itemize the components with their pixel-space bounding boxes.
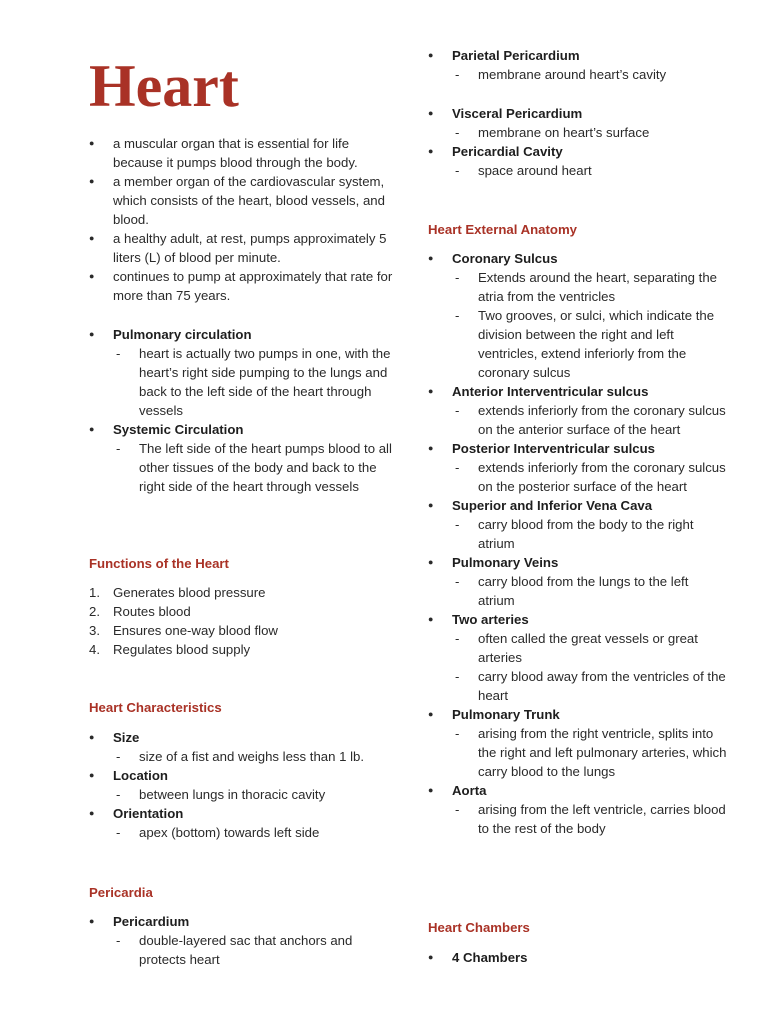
sub-list-item (428, 306, 728, 382)
term-label: Aorta (452, 783, 487, 798)
sub-list-item (89, 439, 394, 496)
list-item (89, 325, 394, 344)
page-title: Heart (89, 53, 239, 119)
functions-list (89, 583, 394, 659)
detail-text: membrane around heart’s cavity (478, 67, 667, 82)
dash-icon: - (455, 67, 460, 82)
bullet-icon: ● (428, 443, 434, 453)
list-item (89, 640, 394, 659)
detail-text: often called the great vessels or great arteries (478, 631, 698, 665)
list-item (89, 267, 394, 305)
dash-icon: - (116, 787, 121, 802)
list-item (89, 172, 394, 229)
functions-heading: Functions of the Heart (89, 556, 229, 571)
term-label: Location (113, 768, 168, 783)
list-item-text: continues to pump at approximately that rate for more than 75 years. (113, 269, 393, 303)
sub-list-item (428, 667, 728, 705)
term-label: Coronary Sulcus (452, 251, 558, 266)
list-item (428, 781, 728, 800)
dash-icon: - (455, 125, 460, 140)
detail-text: between lungs in thoracic cavity (139, 787, 326, 802)
term-label: Pulmonary Trunk (452, 707, 560, 722)
detail-text: space around heart (478, 163, 592, 178)
list-item-text: a muscular organ that is essential for life because it pumps blood through the body. (113, 136, 358, 170)
bullet-icon: ● (428, 614, 434, 624)
list-item (428, 46, 728, 65)
detail-text: apex (bottom) towards left side (139, 825, 320, 840)
bullet-icon: ● (428, 108, 434, 118)
bullet-icon: ● (428, 557, 434, 567)
list-item (428, 382, 728, 401)
bullet-icon: ● (89, 138, 95, 148)
dash-icon: - (455, 574, 460, 589)
detail-text: double-layered sac that anchors and protects heart (139, 933, 353, 967)
pericardia-list-continued (428, 46, 728, 84)
list-item (428, 496, 728, 515)
list-item-text: a healthy adult, at rest, pumps approximately 5 liters (L) of blood per minute. (113, 231, 387, 265)
list-item (428, 439, 728, 458)
sub-list-item (89, 785, 394, 804)
characteristics-list (89, 728, 394, 842)
list-item (89, 766, 394, 785)
term-label: Two arteries (452, 612, 529, 627)
list-number: 3. (89, 623, 100, 638)
detail-text: arising from the right ventricle, splits into the right and left pulmonary arteries, which carry blood to the lungs (478, 726, 727, 779)
bullet-icon: ● (428, 50, 434, 60)
term-label: Pericardium (113, 914, 190, 929)
term-label: Orientation (113, 806, 184, 821)
chambers-list (428, 948, 728, 967)
term-label: Pulmonary Veins (452, 555, 559, 570)
dash-icon: - (455, 270, 460, 285)
external-anatomy-list (428, 249, 728, 838)
sub-list-item (89, 747, 394, 766)
dash-icon: - (455, 631, 460, 646)
pericardia-list (89, 912, 394, 969)
list-item (428, 142, 728, 161)
detail-text: heart is actually two pumps in one, with the heart’s right side pumping to the lungs and back to the left side of the heart through vessels (139, 346, 391, 418)
term-label: Parietal Pericardium (452, 48, 580, 63)
list-number: 1. (89, 585, 100, 600)
term-label: Superior and Inferior Vena Cava (452, 498, 653, 513)
detail-text: extends inferiorly from the coronary sulcus on the anterior surface of the heart (478, 403, 726, 437)
list-item-text: a member organ of the cardiovascular system, which consists of the heart, blood vessels, and blood. (113, 174, 385, 227)
sub-list-item (428, 161, 728, 180)
bullet-icon: ● (428, 386, 434, 396)
list-item (89, 728, 394, 747)
list-item (428, 249, 728, 268)
dash-icon: - (116, 441, 121, 456)
dash-icon: - (116, 749, 121, 764)
dash-icon: - (116, 933, 121, 948)
bullet-icon: ● (428, 253, 434, 263)
list-item (89, 912, 394, 931)
detail-text: Extends around the heart, separating the atria from the ventricles (478, 270, 718, 304)
pericardia-heading: Pericardia (89, 885, 153, 900)
bullet-icon: ● (89, 424, 95, 434)
list-item (89, 621, 394, 640)
dash-icon: - (455, 669, 460, 684)
sub-list-item (89, 931, 394, 969)
sub-list-item (428, 572, 728, 610)
bullet-icon: ● (89, 329, 95, 339)
bullet-icon: ● (89, 233, 95, 243)
sub-list-item (89, 823, 394, 842)
characteristics-heading: Heart Characteristics (89, 700, 222, 715)
detail-text: carry blood from the body to the right atrium (478, 517, 694, 551)
list-item-text: Routes blood (113, 604, 191, 619)
sub-list-item (428, 724, 728, 781)
detail-text: size of a fist and weighs less than 1 lb. (139, 749, 365, 764)
list-item (89, 420, 394, 439)
dash-icon: - (455, 802, 460, 817)
sub-list-item (428, 123, 728, 142)
term-label: Pulmonary circulation (113, 327, 252, 342)
list-item (89, 583, 394, 602)
dash-icon: - (455, 517, 460, 532)
sub-list-item (89, 344, 394, 420)
list-item (428, 948, 728, 967)
detail-text: extends inferiorly from the coronary sulcus on the posterior surface of the heart (478, 460, 726, 494)
term-label: Pericardial Cavity (452, 144, 563, 159)
list-item (428, 553, 728, 572)
bullet-icon: ● (89, 176, 95, 186)
term-label: Visceral Pericardium (452, 106, 583, 121)
dash-icon: - (116, 825, 121, 840)
bullet-icon: ● (428, 146, 434, 156)
term-label: Anterior Interventricular sulcus (452, 384, 649, 399)
term-label: Size (113, 730, 140, 745)
dash-icon: - (455, 163, 460, 178)
bullet-icon: ● (428, 952, 434, 962)
sub-list-item (428, 515, 728, 553)
chambers-heading: Heart Chambers (428, 920, 530, 935)
bullet-icon: ● (89, 916, 95, 926)
bullet-icon: ● (428, 785, 434, 795)
list-item (428, 104, 728, 123)
bullet-icon: ● (428, 709, 434, 719)
list-item-text: Generates blood pressure (113, 585, 266, 600)
list-item (89, 134, 394, 172)
dash-icon: - (455, 308, 460, 323)
list-item-text: Regulates blood supply (113, 642, 251, 657)
term-label: Posterior Interventricular sulcus (452, 441, 656, 456)
dash-icon: - (455, 460, 460, 475)
dash-icon: - (455, 726, 460, 741)
bullet-icon: ● (89, 808, 95, 818)
sub-list-item (428, 401, 728, 439)
detail-text: The left side of the heart pumps blood to all other tissues of the body and back to the right side of the heart through vessels (139, 441, 392, 494)
detail-text: membrane on heart’s surface (478, 125, 650, 140)
list-number: 2. (89, 604, 100, 619)
list-item (428, 705, 728, 724)
list-item (89, 229, 394, 267)
detail-text: arising from the left ventricle, carries blood to the rest of the body (478, 802, 726, 836)
dash-icon: - (455, 403, 460, 418)
pericardia-list-continued-2 (428, 104, 728, 180)
list-item-text: Ensures one-way blood flow (113, 623, 278, 638)
sub-list-item (428, 65, 728, 84)
sub-list-item (428, 800, 728, 838)
sub-list-item (428, 629, 728, 667)
bullet-icon: ● (428, 500, 434, 510)
term-label: 4 Chambers (452, 950, 528, 965)
list-item (89, 602, 394, 621)
bullet-icon: ● (89, 271, 95, 281)
bullet-icon: ● (89, 732, 95, 742)
detail-text: carry blood away from the ventricles of the heart (478, 669, 726, 703)
sub-list-item (428, 268, 728, 306)
list-item (428, 610, 728, 629)
list-number: 4. (89, 642, 100, 657)
external-anatomy-heading: Heart External Anatomy (428, 222, 578, 237)
bullet-icon: ● (89, 770, 95, 780)
sub-list-item (428, 458, 728, 496)
circulation-list (89, 325, 394, 496)
term-label: Systemic Circulation (113, 422, 244, 437)
detail-text: Two grooves, or sulci, which indicate the division between the right and left ventricles, extend inferiorly from the coronary sulcus (478, 308, 715, 380)
detail-text: carry blood from the lungs to the left atrium (478, 574, 689, 608)
intro-list (89, 134, 394, 305)
list-item (89, 804, 394, 823)
dash-icon: - (116, 346, 121, 361)
